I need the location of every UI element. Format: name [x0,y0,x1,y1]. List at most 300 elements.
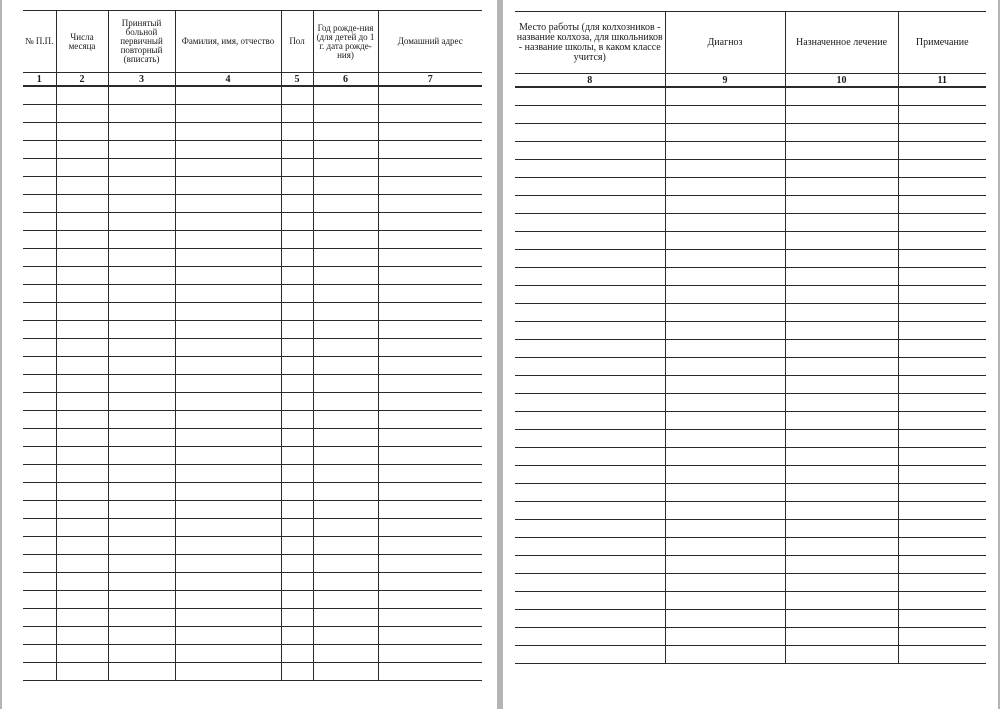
ledger-cell [665,159,785,177]
ledger-cell [378,392,482,410]
ledger-cell [281,410,313,428]
ledger-cell [23,608,56,626]
ledger-cell [108,410,175,428]
ledger-row [515,123,986,141]
ledger-cell [23,230,56,248]
ledger-cell [378,500,482,518]
ledger-row [23,266,482,284]
ledger-cell [281,572,313,590]
ledger-cell [515,195,665,213]
ledger-cell [56,266,108,284]
ledger-cell [313,590,378,608]
ledger-cell [785,627,898,645]
ledger-cell [313,212,378,230]
column-header-date: Числа месяца [56,11,108,73]
ledger-cell [56,536,108,554]
ledger-cell [378,356,482,374]
ledger-cell [898,609,986,627]
ledger-cell [665,627,785,645]
ledger-row [23,122,482,140]
ledger-cell [665,537,785,555]
ledger-row [23,626,482,644]
ledger-cell [378,212,482,230]
ledger-cell [378,464,482,482]
ledger-cell [108,248,175,266]
ledger-row [515,339,986,357]
ledger-cell [785,195,898,213]
ledger-cell [56,572,108,590]
ledger-row [23,644,482,662]
right-header-row [515,12,986,74]
ledger-cell [108,428,175,446]
ledger-cell [378,86,482,104]
ledger-cell [785,519,898,537]
ledger-cell [281,122,313,140]
ledger-cell [281,518,313,536]
ledger-cell [665,501,785,519]
ledger-cell [665,141,785,159]
ledger-cell [785,609,898,627]
ledger-cell [515,465,665,483]
ledger-cell [378,176,482,194]
ledger-cell [378,302,482,320]
ledger-cell [665,87,785,105]
ledger-row [23,194,482,212]
ledger-cell [56,410,108,428]
ledger-cell [313,266,378,284]
ledger-cell [175,644,281,662]
ledger-cell [665,339,785,357]
ledger-cell [108,500,175,518]
ledger-row [515,393,986,411]
ledger-row [23,212,482,230]
ledger-cell [175,320,281,338]
ledger-cell [281,464,313,482]
ledger-row [23,446,482,464]
ledger-cell [23,392,56,410]
ledger-cell [665,555,785,573]
column-number: 11 [898,74,986,88]
ledger-cell [898,87,986,105]
ledger-cell [378,266,482,284]
ledger-cell [175,482,281,500]
ledger-cell [313,230,378,248]
ledger-cell [898,195,986,213]
ledger-cell [281,194,313,212]
column-number: 3 [108,73,175,87]
ledger-cell [515,321,665,339]
ledger-row [23,536,482,554]
column-number: 2 [56,73,108,87]
ledger-row [515,483,986,501]
ledger-cell [56,338,108,356]
ledger-cell [23,194,56,212]
ledger-cell [515,105,665,123]
column-header-diagnosis: Диагноз [665,12,785,74]
ledger-cell [898,339,986,357]
ledger-row [515,267,986,285]
column-number: 6 [313,73,378,87]
ledger-row [23,248,482,266]
ledger-row [515,447,986,465]
ledger-cell [515,645,665,663]
ledger-cell [175,176,281,194]
ledger-cell [175,500,281,518]
ledger-cell [785,267,898,285]
ledger-cell [515,231,665,249]
ledger-cell [898,645,986,663]
ledger-cell [898,429,986,447]
ledger-cell [175,464,281,482]
ledger-cell [378,518,482,536]
ledger-cell [313,320,378,338]
right-column-number-row [515,74,986,88]
ledger-cell [313,338,378,356]
ledger-cell [56,374,108,392]
ledger-cell [281,392,313,410]
ledger-cell [313,608,378,626]
ledger-cell [898,285,986,303]
ledger-cell [108,158,175,176]
ledger-cell [23,428,56,446]
ledger-cell [515,393,665,411]
ledger-cell [785,87,898,105]
ledger-cell [665,105,785,123]
ledger-cell [665,645,785,663]
ledger-row [23,500,482,518]
ledger-cell [56,356,108,374]
ledger-cell [175,392,281,410]
ledger-cell [108,320,175,338]
ledger-cell [378,410,482,428]
ledger-cell [378,122,482,140]
ledger-cell [23,284,56,302]
ledger-cell [378,230,482,248]
ledger-cell [785,123,898,141]
ledger-row [515,159,986,177]
ledger-row [515,501,986,519]
ledger-cell [313,356,378,374]
ledger-cell [56,446,108,464]
ledger-cell [898,105,986,123]
ledger-cell [56,212,108,230]
ledger-cell [785,537,898,555]
ledger-cell [313,122,378,140]
ledger-cell [175,446,281,464]
ledger-cell [175,590,281,608]
ledger-cell [898,177,986,195]
ledger-cell [515,123,665,141]
ledger-cell [665,303,785,321]
ledger-cell [175,140,281,158]
ledger-cell [785,429,898,447]
ledger-cell [378,104,482,122]
ledger-cell [281,284,313,302]
ledger-cell [898,573,986,591]
ledger-cell [108,356,175,374]
ledger-cell [108,194,175,212]
ledger-cell [313,464,378,482]
ledger-cell [175,428,281,446]
ledger-cell [175,554,281,572]
ledger-row [23,428,482,446]
ledger-cell [378,572,482,590]
ledger-cell [281,554,313,572]
ledger-cell [108,446,175,464]
column-header-birth-year: Год рожде-ния (для детей до 1 г. дата рожде-ния) [313,11,378,73]
ledger-cell [313,104,378,122]
ledger-cell [785,105,898,123]
ledger-row [23,230,482,248]
ledger-cell [175,572,281,590]
ledger-cell [665,177,785,195]
ledger-cell [378,248,482,266]
ledger-cell [281,302,313,320]
ledger-cell [175,104,281,122]
ledger-cell [898,465,986,483]
ledger-cell [313,482,378,500]
ledger-cell [898,483,986,501]
ledger-cell [108,284,175,302]
ledger-cell [281,158,313,176]
ledger-cell [665,285,785,303]
ledger-row [515,465,986,483]
ledger-cell [313,86,378,104]
ledger-row [23,176,482,194]
ledger-cell [665,429,785,447]
ledger-cell [56,626,108,644]
ledger-cell [515,501,665,519]
ledger-cell [313,572,378,590]
ledger-cell [665,483,785,501]
ledger-cell [515,609,665,627]
ledger-cell [23,158,56,176]
ledger-row [515,321,986,339]
ledger-row [23,302,482,320]
ledger-cell [785,375,898,393]
ledger-cell [785,339,898,357]
ledger-cell [785,501,898,519]
ledger-cell [898,375,986,393]
ledger-cell [175,518,281,536]
ledger-cell [108,518,175,536]
ledger-row [23,590,482,608]
ledger-cell [23,212,56,230]
ledger-cell [175,338,281,356]
ledger-cell [23,104,56,122]
ledger-cell [665,213,785,231]
ledger-cell [313,176,378,194]
ledger-cell [665,519,785,537]
ledger-cell [56,194,108,212]
ledger-cell [785,285,898,303]
ledger-cell [313,536,378,554]
ledger-cell [665,573,785,591]
ledger-cell [23,536,56,554]
ledger-cell [898,303,986,321]
ledger-cell [108,374,175,392]
ledger-cell [313,194,378,212]
ledger-cell [23,338,56,356]
ledger-cell [515,573,665,591]
column-header-patient-type: Принятый больной первичный повторный (вписать) [108,11,175,73]
ledger-cell [898,537,986,555]
ledger-cell [785,141,898,159]
column-number: 10 [785,74,898,88]
ledger-row [515,555,986,573]
ledger-cell [313,662,378,680]
ledger-cell [785,303,898,321]
ledger-cell [56,86,108,104]
column-header-note: Примечание [898,12,986,74]
ledger-cell [898,213,986,231]
ledger-cell [898,555,986,573]
ledger-cell [281,662,313,680]
ledger-cell [108,482,175,500]
ledger-cell [108,338,175,356]
ledger-cell [665,231,785,249]
ledger-cell [785,447,898,465]
ledger-cell [378,482,482,500]
ledger-cell [515,141,665,159]
ledger-cell [175,194,281,212]
ledger-cell [665,465,785,483]
ledger-cell [23,266,56,284]
ledger-cell [281,608,313,626]
ledger-cell [515,249,665,267]
ledger-cell [515,339,665,357]
ledger-cell [898,141,986,159]
ledger-row [515,519,986,537]
ledger-cell [175,230,281,248]
ledger-cell [898,627,986,645]
ledger-cell [23,662,56,680]
ledger-cell [665,267,785,285]
ledger-row [515,303,986,321]
column-number: 8 [515,74,665,88]
ledger-cell [23,122,56,140]
ledger-cell [515,627,665,645]
ledger-cell [313,626,378,644]
ledger-row [515,87,986,105]
ledger-row [515,249,986,267]
ledger-cell [378,662,482,680]
right-page [503,0,998,709]
ledger-cell [175,536,281,554]
ledger-cell [281,626,313,644]
ledger-cell [898,321,986,339]
ledger-cell [175,662,281,680]
ledger-row [515,105,986,123]
ledger-cell [23,176,56,194]
ledger-cell [23,644,56,662]
ledger-cell [515,411,665,429]
ledger-cell [785,465,898,483]
ledger-row [23,284,482,302]
column-number: 1 [23,73,56,87]
ledger-cell [313,410,378,428]
ledger-cell [378,320,482,338]
ledger-cell [898,447,986,465]
ledger-cell [515,285,665,303]
ledger-cell [56,590,108,608]
ledger-cell [515,537,665,555]
ledger-cell [108,302,175,320]
ledger-row [515,231,986,249]
ledger-row [515,627,986,645]
ledger-cell [108,230,175,248]
ledger-cell [281,104,313,122]
ledger-cell [281,212,313,230]
column-header-sex: Пол [281,11,313,73]
ledger-cell [56,302,108,320]
ledger-cell [23,482,56,500]
ledger-row [515,195,986,213]
ledger-cell [175,374,281,392]
ledger-cell [108,86,175,104]
ledger-row [515,609,986,627]
ledger-row [23,104,482,122]
ledger-cell [313,140,378,158]
ledger-cell [23,140,56,158]
ledger-cell [23,248,56,266]
ledger-cell [665,447,785,465]
ledger-cell [23,500,56,518]
ledger-row [515,141,986,159]
ledger-cell [898,249,986,267]
ledger-cell [378,158,482,176]
ledger-row [23,140,482,158]
left-ledger-body [23,86,482,680]
ledger-cell [665,123,785,141]
ledger-row [23,158,482,176]
ledger-cell [785,231,898,249]
ledger-cell [56,158,108,176]
ledger-cell [665,195,785,213]
ledger-cell [378,644,482,662]
ledger-cell [23,86,56,104]
ledger-cell [108,392,175,410]
ledger-cell [175,284,281,302]
ledger-cell [281,428,313,446]
ledger-cell [281,86,313,104]
ledger-cell [515,519,665,537]
ledger-cell [665,249,785,267]
ledger-cell [515,357,665,375]
ledger-cell [56,428,108,446]
ledger-cell [175,248,281,266]
ledger-cell [56,392,108,410]
ledger-cell [313,500,378,518]
ledger-cell [515,447,665,465]
ledger-cell [23,320,56,338]
ledger-cell [281,536,313,554]
ledger-cell [175,122,281,140]
ledger-cell [281,248,313,266]
ledger-cell [23,410,56,428]
ledger-cell [56,500,108,518]
ledger-row [515,285,986,303]
ledger-cell [281,590,313,608]
right-ledger-body [515,87,986,663]
ledger-row [515,537,986,555]
ledger-cell [378,554,482,572]
ledger-cell [898,411,986,429]
ledger-cell [898,393,986,411]
ledger-row [515,213,986,231]
ledger-row [515,177,986,195]
left-page [2,0,497,709]
